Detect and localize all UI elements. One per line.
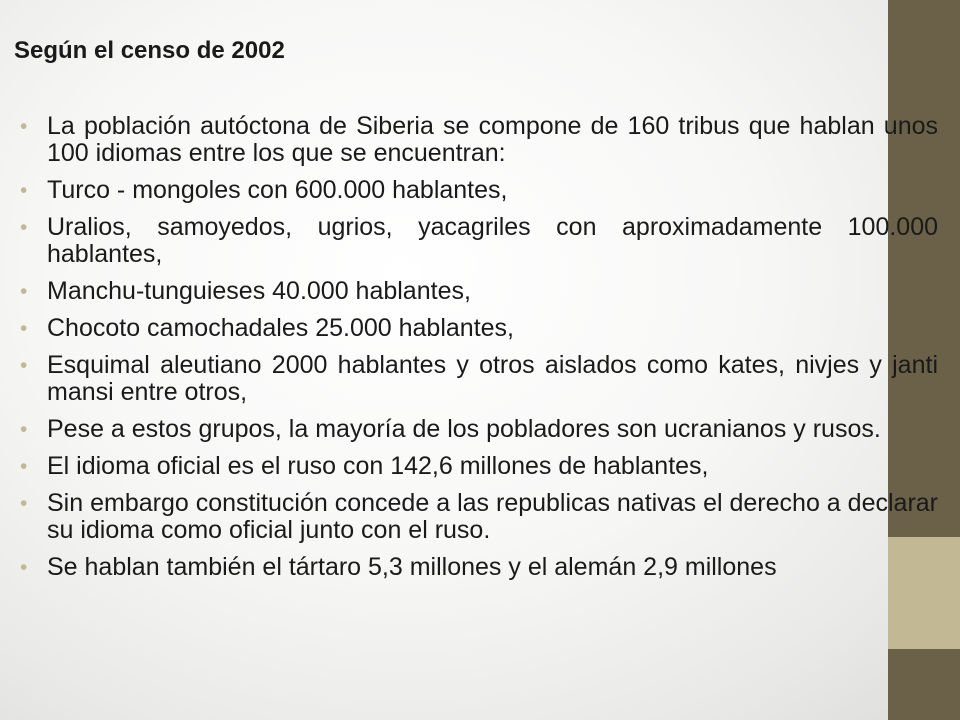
bullet-item bbox=[20, 278, 938, 305]
bullet-icon: • bbox=[20, 354, 28, 377]
bullet-icon: • bbox=[20, 115, 28, 138]
side-band-bottom bbox=[888, 649, 960, 720]
bullet-text: La población autóctona de Siberia se compone de 160 tribus que hablan unos 100 idiomas entre los que se encuentran: bbox=[47, 112, 938, 167]
bullet-text: Esquimal aleutiano 2000 hablantes y otros aislados como kates, nivjes y janti mansi entre otros, bbox=[47, 351, 938, 406]
bullet-icon: • bbox=[20, 418, 28, 441]
bullet-item bbox=[20, 554, 938, 581]
bullet-item bbox=[20, 416, 938, 443]
slide-title: Según el censo de 2002 bbox=[14, 37, 285, 64]
bullet-item bbox=[20, 113, 938, 167]
bullet-icon: • bbox=[20, 179, 28, 202]
bullet-list bbox=[20, 113, 938, 591]
bullet-icon: • bbox=[20, 455, 28, 478]
bullet-text: Chocoto camochadales 25.000 hablantes, bbox=[47, 314, 514, 342]
bullet-text: Turco - mongoles con 600.000 hablantes, bbox=[47, 176, 508, 204]
bullet-text: Se hablan también el tártaro 5,3 millones y el alemán 2,9 millones bbox=[47, 553, 777, 581]
bullet-text: El idioma oficial es el ruso con 142,6 millones de hablantes, bbox=[47, 452, 709, 480]
bullet-icon: • bbox=[20, 280, 28, 303]
bullet-icon: • bbox=[20, 556, 28, 579]
bullet-text: Sin embargo constitución concede a las republicas nativas el derecho a declarar su idioma como oficial junto con el ruso. bbox=[47, 489, 938, 544]
bullet-text: Manchu-tunguieses 40.000 hablantes, bbox=[47, 277, 471, 305]
bullet-icon: • bbox=[20, 317, 28, 340]
bullet-text: Uralios, samoyedos, ugrios, yacagriles con aproximadamente 100.000 hablantes, bbox=[47, 213, 938, 268]
bullet-icon: • bbox=[20, 492, 28, 515]
bullet-icon: • bbox=[20, 216, 28, 239]
bullet-item bbox=[20, 453, 938, 480]
bullet-item bbox=[20, 177, 938, 204]
bullet-item bbox=[20, 352, 938, 406]
bullet-item bbox=[20, 490, 938, 544]
bullet-text: Pese a estos grupos, la mayoría de los pobladores son ucranianos y rusos. bbox=[47, 415, 881, 443]
bullet-item bbox=[20, 214, 938, 268]
bullet-item bbox=[20, 315, 938, 342]
